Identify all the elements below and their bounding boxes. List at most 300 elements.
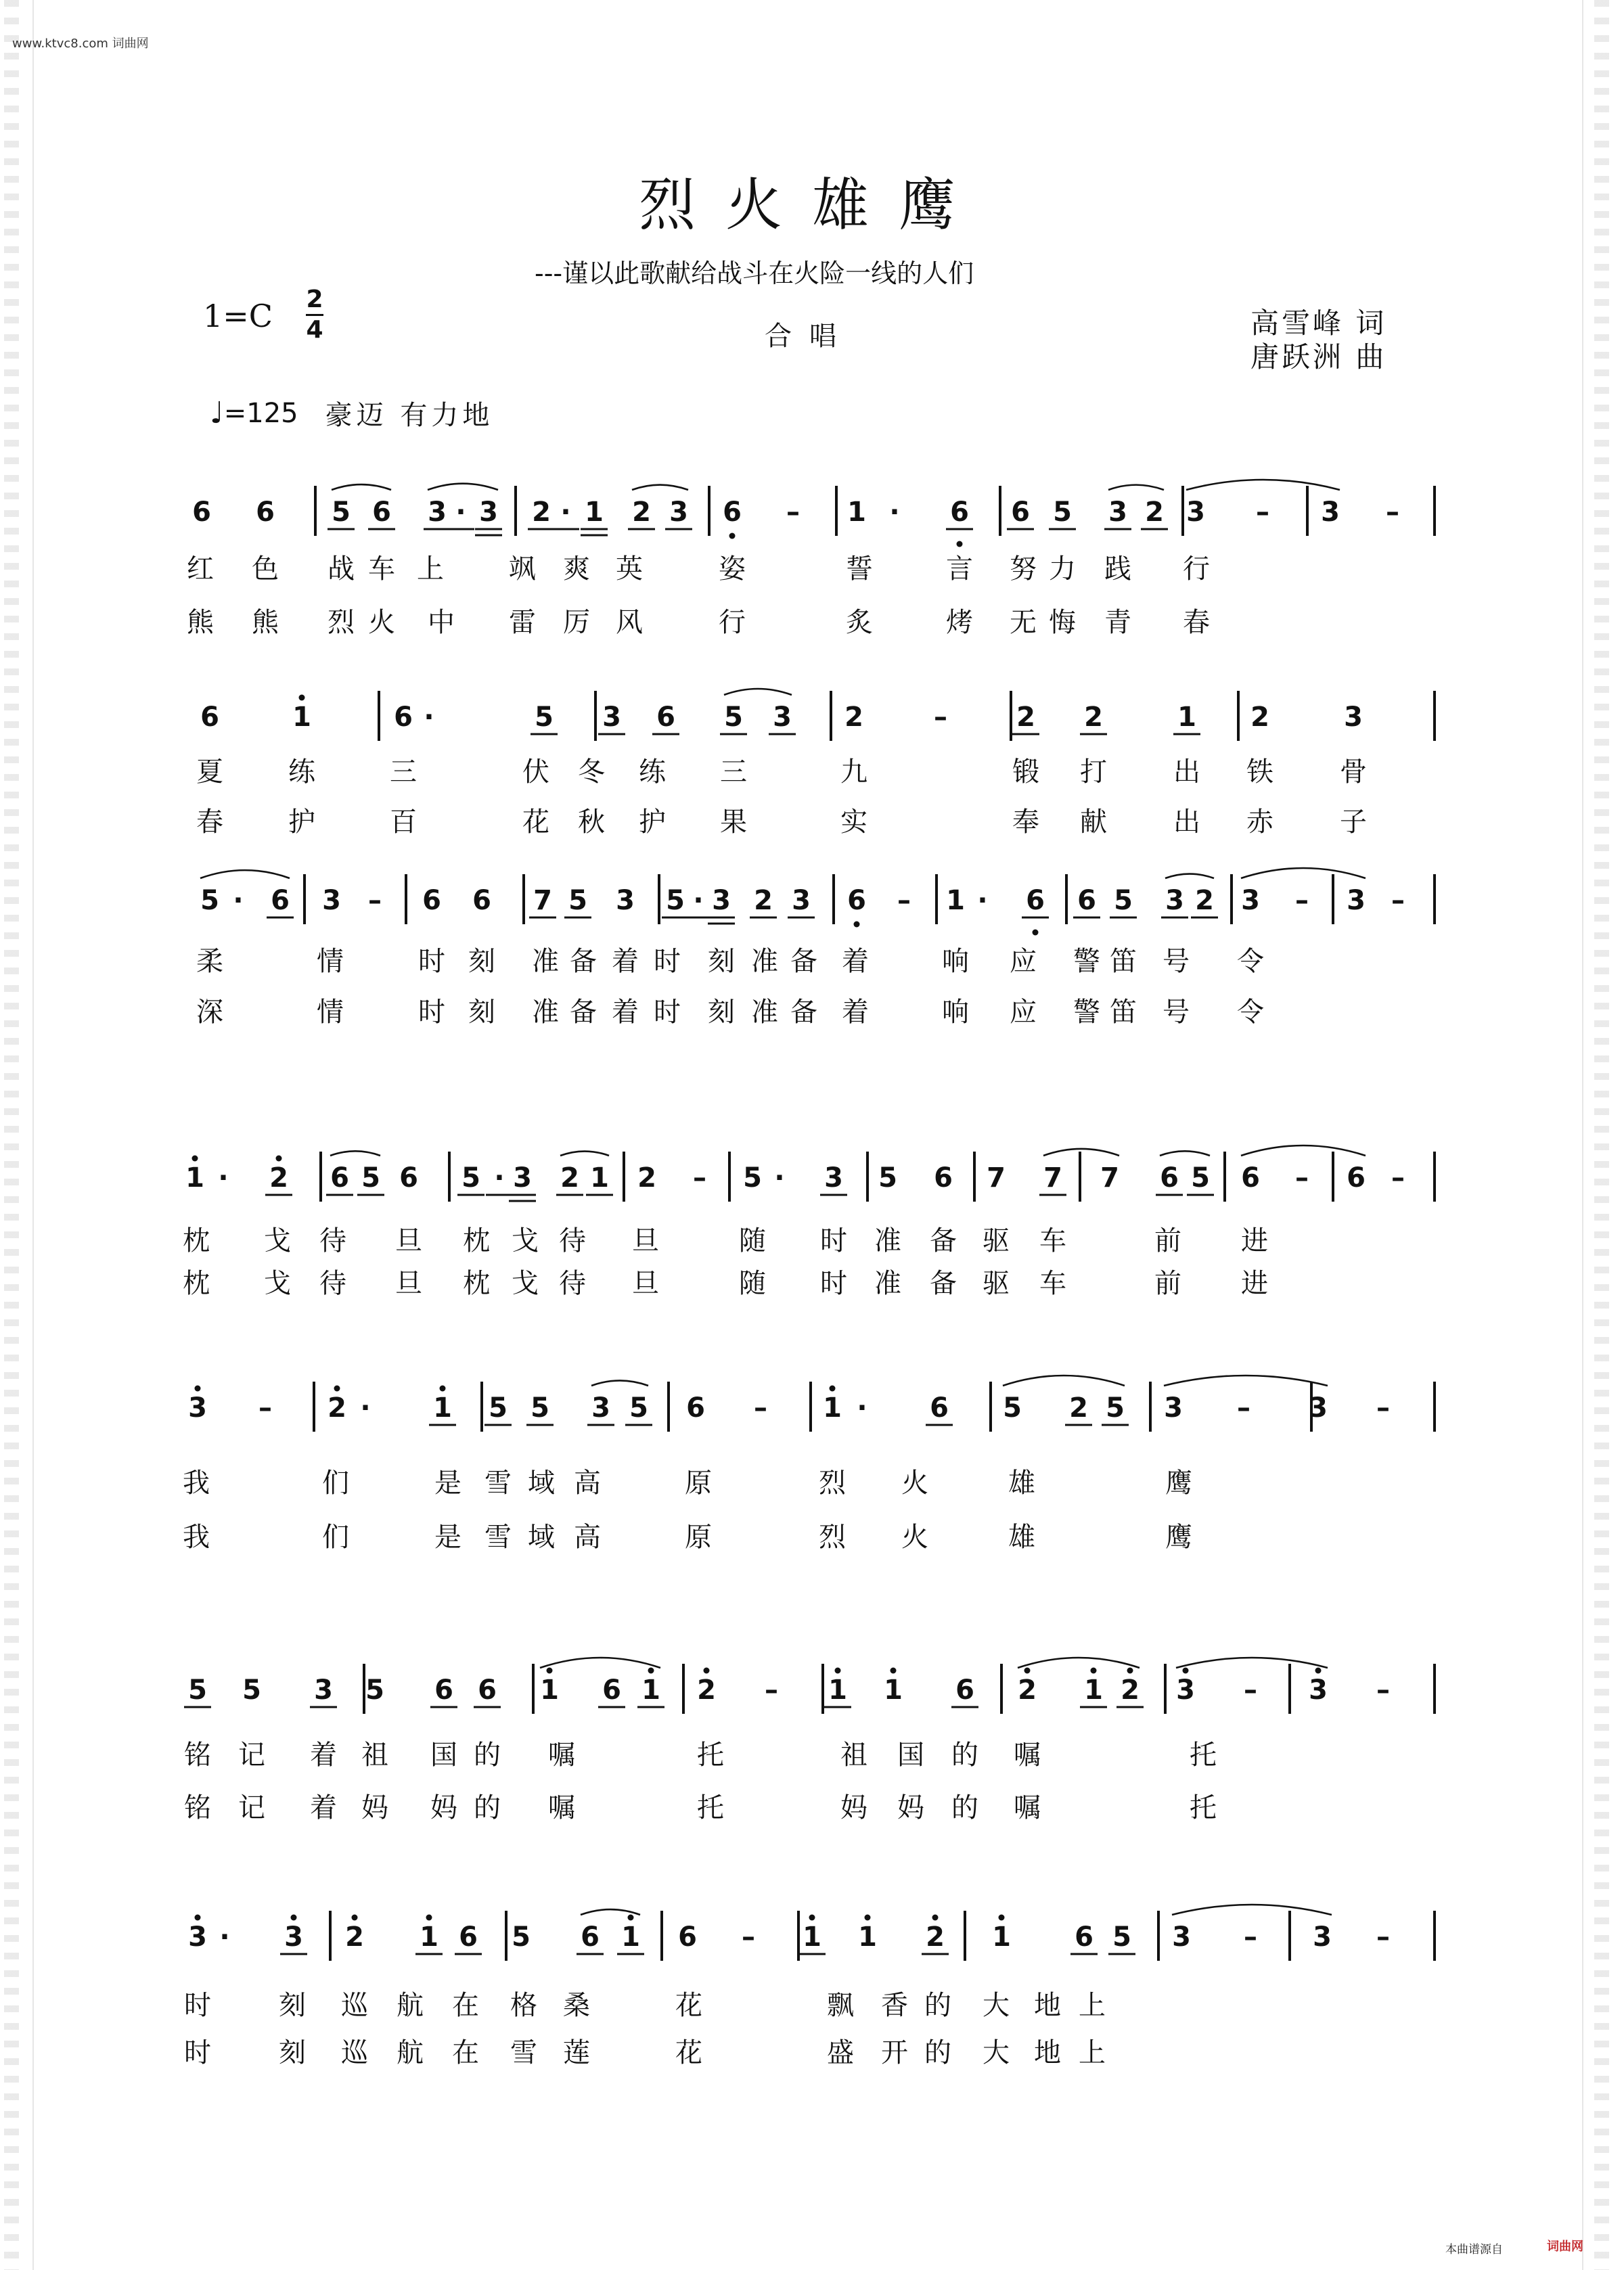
note: 3 (1241, 885, 1260, 916)
lyric-syllable: 练 (639, 756, 666, 788)
note: 6 (950, 497, 969, 528)
lyric-syllable: 练 (288, 756, 315, 788)
dash-mark: – (368, 885, 382, 916)
lyric-syllable: 三 (720, 756, 747, 788)
lyric-syllable: 铁 (1246, 756, 1273, 788)
slur (332, 484, 391, 490)
note: 6 (581, 1922, 600, 1953)
note: 6 (1160, 1162, 1179, 1194)
dot-mark: · (774, 1162, 785, 1194)
octave-dot-high (440, 1386, 446, 1392)
lyric-syllable: 笛 (1110, 946, 1137, 977)
octave-dot-low (957, 541, 963, 547)
note: 2 (1069, 1392, 1088, 1424)
note: 3 (591, 1392, 610, 1424)
lyric-syllable: 上 (1079, 1990, 1106, 2021)
octave-dot-high (865, 1915, 871, 1921)
note: 2 (926, 1922, 945, 1953)
right-edge-decoration (1594, 0, 1609, 2270)
lyric-syllable: 盛 (827, 2037, 854, 2068)
slur (1176, 1658, 1328, 1668)
slur (632, 485, 688, 490)
lyric-syllable: 献 (1080, 807, 1107, 838)
lyric-syllable: 烤 (946, 607, 973, 638)
note: 7 (1100, 1162, 1119, 1194)
lyric-syllable: 祖 (840, 1740, 867, 1771)
lyric-syllable: 护 (639, 807, 666, 838)
lyric-syllable: 航 (397, 1990, 424, 2021)
note: 5 (365, 1675, 384, 1706)
octave-dot-high (276, 1156, 282, 1162)
lyric-syllable: 的 (474, 1792, 501, 1823)
slur (1172, 1905, 1332, 1915)
note: 6 (934, 1162, 953, 1194)
note: 3 (1165, 885, 1184, 916)
slur (1186, 480, 1340, 490)
lyric-syllable: 托 (1190, 1792, 1217, 1823)
note: 1 (1084, 1675, 1103, 1706)
note: 3 (1347, 885, 1366, 916)
left-margin-line (32, 0, 34, 2270)
note: 3 (314, 1675, 333, 1706)
lyric-syllable: 莲 (563, 2037, 590, 2068)
note: 5 (743, 1162, 762, 1194)
slur (1241, 1145, 1366, 1156)
note: 7 (533, 885, 552, 916)
dash-mark: – (1295, 885, 1309, 916)
note: 6 (1347, 1162, 1366, 1194)
lyric-syllable: 备 (790, 997, 817, 1028)
octave-dot-high (704, 1668, 710, 1674)
lyric-syllable: 时 (418, 946, 445, 977)
note: 1 (420, 1922, 438, 1953)
lyric-syllable: 花 (675, 2037, 702, 2068)
lyric-syllable: 巡 (341, 2037, 368, 2068)
lyric-syllable: 记 (238, 1792, 265, 1823)
note: 3 (1309, 1392, 1328, 1424)
octave-dot-high (334, 1386, 340, 1392)
note: 1 (858, 1922, 877, 1953)
dot-mark: · (494, 1162, 505, 1194)
lyric-syllable: 驱 (983, 1225, 1010, 1256)
lyric-syllable: 车 (368, 553, 395, 585)
lyric-syllable: 青 (1104, 607, 1131, 638)
dot-mark: · (424, 702, 434, 733)
lyric-syllable: 原 (685, 1522, 712, 1553)
note: 3 (669, 497, 688, 528)
dash-mark: – (1244, 1922, 1257, 1953)
lyric-syllable: 妈 (897, 1792, 924, 1823)
lyric-syllable: 托 (697, 1792, 724, 1823)
note: 1 (641, 1675, 660, 1706)
note: 6 (1241, 1162, 1260, 1194)
note: 3 (712, 885, 731, 916)
lyric-syllable: 实 (840, 807, 867, 838)
lyric-syllable: 我 (183, 1468, 210, 1499)
lyric-syllable: 枕 (183, 1268, 210, 1299)
lyric-syllable: 锻 (1012, 756, 1039, 788)
note: 6 (330, 1162, 349, 1194)
slur (1003, 1376, 1125, 1386)
note: 3 (1172, 1922, 1191, 1953)
dash-mark: – (1391, 1162, 1405, 1194)
note: 2 (844, 702, 863, 733)
note: 6 (723, 497, 742, 528)
lyric-syllable: 打 (1080, 756, 1107, 788)
note: 6 (372, 497, 391, 528)
note: 1 (540, 1675, 559, 1706)
lyric-syllable: 记 (238, 1740, 265, 1771)
lyric-syllable: 旦 (632, 1225, 659, 1256)
lyric-syllable: 火 (901, 1468, 928, 1499)
lyric-syllable: 刻 (468, 946, 495, 977)
lyric-syllable: 警 (1073, 946, 1100, 977)
time-signature (306, 288, 323, 342)
note: 1 (847, 497, 866, 528)
note: 5 (1106, 1392, 1125, 1424)
lyric-syllable: 刻 (708, 946, 735, 977)
lyric-syllable: 鹰 (1165, 1522, 1192, 1553)
lyric-syllable: 戈 (264, 1268, 291, 1299)
lyric-syllable: 嘱 (548, 1740, 575, 1771)
note: 5 (568, 885, 587, 916)
note: 3 (1108, 497, 1127, 528)
lyric-syllable: 上 (417, 553, 444, 585)
note: 5 (512, 1922, 531, 1953)
lyric-syllable: 枕 (183, 1225, 210, 1256)
lyric-syllable: 爽 (563, 553, 590, 585)
slur (330, 1151, 380, 1156)
lyric-syllable: 熊 (187, 607, 214, 638)
lyric-syllable: 备 (570, 946, 597, 977)
lyric-syllable: 力 (1049, 553, 1076, 585)
footer-logo: 词曲网 (1547, 2240, 1583, 2254)
note: 3 (1164, 1392, 1183, 1424)
lyric-syllable: 备 (930, 1268, 957, 1299)
lyric-syllable: 旦 (395, 1268, 422, 1299)
dash-mark: – (1295, 1162, 1309, 1194)
slur (724, 689, 792, 695)
note: 2 (637, 1162, 656, 1194)
lyric-syllable: 铭 (184, 1740, 211, 1771)
note: 6 (847, 885, 866, 916)
lyric-syllable: 情 (317, 997, 344, 1028)
note: 3 (1321, 497, 1340, 528)
key-signature: 1=C (203, 298, 273, 334)
dot-mark: · (889, 497, 900, 528)
note: 3 (824, 1162, 843, 1194)
note: 2 (1084, 702, 1103, 733)
lyric-syllable: 奉 (1012, 807, 1039, 838)
note: 2 (1121, 1675, 1140, 1706)
lyric-syllable: 着 (310, 1792, 337, 1823)
lyric-syllable: 车 (1039, 1268, 1066, 1299)
lyric-syllable: 枕 (463, 1268, 490, 1299)
lyric-syllable: 祖 (361, 1740, 388, 1771)
lyric-syllable: 风 (616, 607, 643, 638)
lyric-syllable: 伏 (522, 756, 549, 788)
lyric-syllable: 着 (612, 946, 639, 977)
dash-mark: – (934, 702, 947, 733)
lyric-syllable: 出 (1173, 807, 1200, 838)
lyric-syllable: 香 (881, 1990, 908, 2021)
footer-source-text: 本曲谱源自 (1445, 2243, 1503, 2256)
lyric-syllable: 雪 (510, 2037, 537, 2068)
composer-credit: 唐跃洲 曲 (1250, 340, 1387, 373)
lyric-syllable: 原 (685, 1468, 712, 1499)
lyric-syllable: 妈 (361, 1792, 388, 1823)
note: 5 (878, 1162, 897, 1194)
note: 3 (773, 702, 792, 733)
note: 1 (823, 1392, 842, 1424)
note: 3 (1176, 1675, 1195, 1706)
dash-mark: – (258, 1392, 272, 1424)
lyric-syllable: 托 (697, 1740, 724, 1771)
lyric-syllable: 们 (322, 1468, 349, 1499)
octave-dot-high (426, 1915, 432, 1921)
lyric-syllable: 中 (428, 607, 455, 638)
note: 6 (394, 702, 413, 733)
octave-dot-high (192, 1156, 198, 1162)
note: 1 (884, 1675, 903, 1706)
note: 3 (479, 497, 498, 528)
site-note: www.ktvc8.com 词曲网 (12, 37, 149, 51)
slur (1160, 1151, 1210, 1156)
lyric-syllable: 厉 (563, 607, 590, 638)
lyric-syllable: 子 (1340, 807, 1367, 838)
lyric-syllable: 令 (1237, 997, 1264, 1028)
tempo-expression: 豪迈 有力地 (325, 400, 494, 431)
lyric-syllable: 进 (1241, 1268, 1268, 1299)
lyric-syllable: 刻 (708, 997, 735, 1028)
note: 1 (433, 1392, 452, 1424)
note: 3 (792, 885, 811, 916)
lyric-syllable: 烈 (328, 607, 355, 638)
lyric-syllable: 地 (1034, 2037, 1061, 2068)
lyric-syllable: 嘱 (1014, 1792, 1041, 1823)
note: 1 (292, 702, 311, 733)
note: 6 (271, 885, 290, 916)
lyric-syllable: 铭 (184, 1792, 211, 1823)
dot-mark: · (360, 1392, 371, 1424)
slur (1108, 485, 1164, 490)
slur (560, 1152, 609, 1156)
note: 6 (930, 1392, 949, 1424)
note: 5 (531, 1392, 549, 1424)
note: 1 (828, 1675, 847, 1706)
lyric-syllable: 枕 (463, 1225, 490, 1256)
lyric-syllable: 烈 (819, 1522, 846, 1553)
slur (1164, 1376, 1328, 1386)
note: 3 (602, 702, 621, 733)
right-margin-line (1582, 0, 1583, 2270)
note: 7 (1043, 1162, 1062, 1194)
lyric-syllable: 花 (522, 807, 549, 838)
note: 6 (678, 1922, 697, 1953)
note: 5 (242, 1675, 261, 1706)
lyric-syllable: 骨 (1340, 756, 1367, 788)
note: 2 (328, 1392, 346, 1424)
lyric-syllable: 响 (942, 946, 969, 977)
lyric-syllable: 色 (252, 553, 279, 585)
lyric-syllable: 刻 (279, 2037, 306, 2068)
dash-mark: – (1244, 1675, 1257, 1706)
lyric-syllable: 深 (196, 997, 223, 1028)
lyricist-credit: 高雪峰 词 (1250, 307, 1387, 340)
lyric-syllable: 待 (319, 1225, 346, 1256)
lyric-syllable: 炙 (846, 607, 873, 638)
lyric-syllable: 航 (397, 2037, 424, 2068)
lyric-syllable: 前 (1154, 1268, 1181, 1299)
octave-dot-high (1127, 1668, 1133, 1674)
lyric-syllable: 飒 (509, 553, 536, 585)
lyric-syllable: 雪 (484, 1468, 512, 1499)
lyric-syllable: 熊 (252, 607, 279, 638)
lyric-syllable: 在 (452, 2037, 479, 2068)
note: 6 (192, 497, 211, 528)
note: 2 (1016, 702, 1035, 733)
dash-mark: – (1386, 497, 1399, 528)
note: 2 (1195, 885, 1214, 916)
lyric-syllable: 前 (1154, 1225, 1181, 1256)
octave-dot-high (835, 1668, 841, 1674)
note: 5 (1114, 885, 1133, 916)
dot-mark: · (233, 885, 244, 916)
octave-dot-high (299, 695, 305, 701)
octave-dot-high (648, 1668, 654, 1674)
lyric-syllable: 域 (528, 1522, 555, 1553)
lyric-syllable: 的 (924, 1990, 951, 2021)
lyric-syllable: 雷 (509, 607, 536, 638)
note: 1 (946, 885, 965, 916)
dash-mark: – (742, 1922, 755, 1953)
lyric-syllable: 地 (1034, 1990, 1061, 2021)
dot-mark: · (977, 885, 988, 916)
lyric-syllable: 努 (1010, 553, 1037, 585)
lyric-syllable: 飘 (827, 1990, 854, 2021)
dash-mark: – (765, 1675, 778, 1706)
note: 2 (1145, 497, 1164, 528)
octave-dot-low (1033, 930, 1039, 936)
lyric-syllable: 践 (1104, 553, 1131, 585)
lyric-syllable: 准 (874, 1268, 901, 1299)
note: 5 (1191, 1162, 1210, 1194)
lyric-syllable: 准 (751, 946, 778, 977)
note: 5 (1053, 497, 1072, 528)
time-signature-bottom: 4 (306, 316, 323, 344)
slur (200, 870, 290, 878)
lyric-syllable: 待 (559, 1268, 586, 1299)
note: 6 (434, 1675, 453, 1706)
note: 3 (1344, 702, 1363, 733)
lyric-syllable: 着 (310, 1740, 337, 1771)
dot-mark: · (218, 1162, 229, 1194)
lyric-syllable: 戈 (264, 1225, 291, 1256)
lyric-syllable: 域 (528, 1468, 555, 1499)
lyric-syllable: 随 (739, 1268, 766, 1299)
note: 5 (535, 702, 554, 733)
lyric-syllable: 我 (183, 1522, 210, 1553)
lyric-syllable: 雄 (1008, 1522, 1035, 1553)
lyric-syllable: 果 (720, 807, 747, 838)
note: 3 (1313, 1922, 1332, 1953)
lyric-syllable: 情 (317, 946, 344, 977)
dot-mark: · (455, 497, 466, 528)
lyric-syllable: 令 (1237, 946, 1264, 977)
lyric-syllable: 时 (184, 1990, 211, 2021)
lyric-syllable: 的 (924, 2037, 951, 2068)
slur (1165, 874, 1214, 878)
note: 1 (590, 1162, 609, 1194)
song-subtitle: ---谨以此歌献给战斗在火险一线的人们 (535, 258, 974, 288)
lyric-syllable: 九 (840, 756, 867, 788)
octave-dot-high (809, 1915, 815, 1921)
lyric-syllable: 戈 (512, 1268, 539, 1299)
note: 3 (284, 1922, 303, 1953)
slur (1043, 1149, 1119, 1156)
tempo-bpm: =125 (223, 397, 298, 429)
note: 6 (656, 702, 675, 733)
lyric-syllable: 号 (1163, 997, 1190, 1028)
octave-dot-high (1024, 1668, 1031, 1674)
lyric-syllable: 言 (946, 553, 973, 585)
slur (591, 1380, 648, 1386)
lyric-syllable: 上 (1079, 2037, 1106, 2068)
dash-mark: – (1391, 885, 1405, 916)
lyric-syllable: 花 (675, 1990, 702, 2021)
note: 5 (332, 497, 351, 528)
lyric-syllable: 随 (739, 1225, 766, 1256)
lyric-syllable: 准 (532, 997, 559, 1028)
octave-dot-high (195, 1386, 201, 1392)
lyric-syllable: 着 (842, 946, 869, 977)
octave-dot-high (932, 1915, 939, 1921)
lyric-syllable: 冬 (578, 756, 605, 788)
octave-dot-high (291, 1915, 297, 1921)
lyric-syllable: 嘱 (548, 1792, 575, 1823)
lyric-syllable: 春 (1183, 607, 1210, 638)
lyric-syllable: 车 (1039, 1225, 1066, 1256)
octave-dot-high (890, 1668, 897, 1674)
note: 6 (1077, 885, 1096, 916)
lyric-syllable: 妈 (430, 1792, 457, 1823)
lyric-syllable: 战 (328, 553, 355, 585)
slur (1241, 868, 1366, 878)
note: 5 (666, 885, 685, 916)
note: 6 (955, 1675, 974, 1706)
note: 2 (754, 885, 773, 916)
lyric-syllable: 托 (1190, 1740, 1217, 1771)
lyric-syllable: 雪 (484, 1522, 512, 1553)
lyric-syllable: 待 (319, 1268, 346, 1299)
lyric-syllable: 护 (288, 807, 315, 838)
lyric-syllable: 大 (983, 2037, 1010, 2068)
lyric-syllable: 三 (390, 756, 417, 788)
octave-dot-high (547, 1668, 553, 1674)
dash-mark: – (1376, 1922, 1390, 1953)
lyric-syllable: 警 (1073, 997, 1100, 1028)
song-title: 烈火雄鹰 (638, 172, 985, 238)
note: 5 (1003, 1392, 1022, 1424)
lyric-syllable: 旦 (632, 1268, 659, 1299)
lyric-syllable: 驱 (983, 1268, 1010, 1299)
lyric-syllable: 准 (751, 997, 778, 1028)
note: 3 (428, 497, 447, 528)
lyric-syllable: 旦 (395, 1225, 422, 1256)
lyric-syllable: 赤 (1246, 807, 1273, 838)
note: 5 (361, 1162, 380, 1194)
octave-dot-high (1315, 1668, 1322, 1674)
